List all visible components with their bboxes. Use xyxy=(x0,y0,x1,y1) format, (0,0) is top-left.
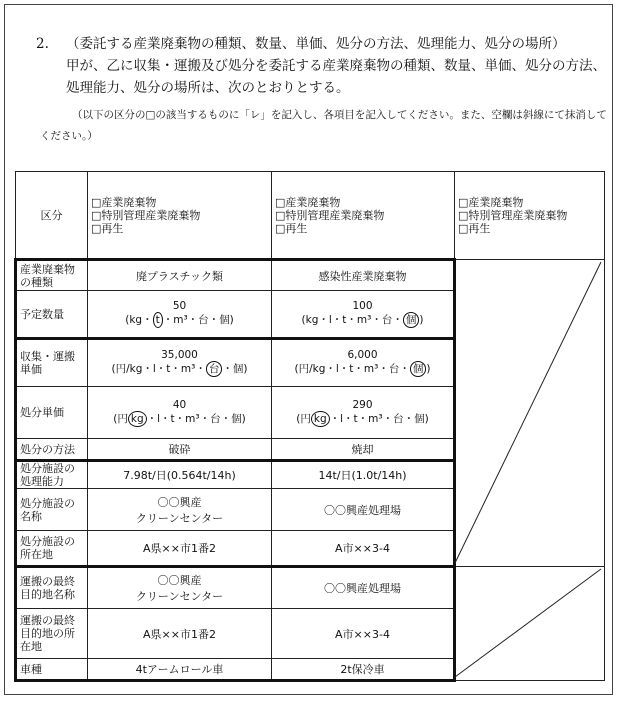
waste-table xyxy=(14,171,605,682)
col3-blank-upper xyxy=(455,260,605,567)
section-number: 2. xyxy=(36,36,49,52)
col2-disposal-price[interactable]: 290 (円 kg ・l・t・m³・台・個) xyxy=(272,387,455,439)
circle-mark: 個 xyxy=(410,361,427,377)
label-method: 処分の方法 xyxy=(16,439,88,461)
circle-mark: t xyxy=(153,312,163,328)
label-kind: 産業廃棄物の種類 xyxy=(16,260,88,291)
label-collection-price: 収集・運搬単価 xyxy=(16,339,88,387)
circle-mark: kg xyxy=(311,411,330,427)
col1-facility-name[interactable]: 〇〇興産 クリーンセンター xyxy=(88,489,272,531)
col1-disposal-price[interactable]: 40 (円 kg ・l・t・m³・台・個) xyxy=(88,387,272,439)
label-dest-location: 運搬の最終目的地の所在地 xyxy=(16,609,88,659)
circle-mark: kg xyxy=(128,411,147,427)
label-facility-location: 処分施設の所在地 xyxy=(16,531,88,567)
col2-method[interactable]: 焼却 xyxy=(272,439,455,461)
col1-dest-location[interactable]: A県××市1番2 xyxy=(88,609,272,659)
col2-quantity[interactable]: 100 (kg・l・t・m³・台・ 個 ) xyxy=(272,291,455,339)
circle-mark: 個 xyxy=(403,312,420,328)
col2-collection-price[interactable]: 6,000 (円/kg・l・t・m³・台・ 個 ) xyxy=(272,339,455,387)
col1-capacity[interactable]: 7.98t/日(0.564t/14h) xyxy=(88,461,272,489)
col2-capacity[interactable]: 14t/日(1.0t/14h) xyxy=(272,461,455,489)
col1-category[interactable]: □産業廃棄物 □特別管理産業廃棄物 □再生 xyxy=(88,172,272,260)
col1-dest-name[interactable]: 〇〇興産 クリーンセンター xyxy=(88,567,272,609)
table-header-row xyxy=(16,172,605,260)
col1-quantity[interactable]: 50 (kg・ t ・m³・台・個) xyxy=(88,291,272,339)
col1-kind[interactable]: 廃プラスチック類 xyxy=(88,260,272,291)
label-dest-name: 運搬の最終目的地名称 xyxy=(16,567,88,609)
col2-category[interactable]: □産業廃棄物 □特別管理産業廃棄物 □再生 xyxy=(272,172,455,260)
col3-category[interactable]: □産業廃棄物 □特別管理産業廃棄物 □再生 xyxy=(455,172,605,260)
col2-facility-name[interactable]: 〇〇興産処理場 xyxy=(272,489,455,531)
header-label: 区分 xyxy=(16,172,88,260)
col2-dest-name[interactable]: 〇〇興産処理場 xyxy=(272,567,455,609)
col1-method[interactable]: 破砕 xyxy=(88,439,272,461)
label-facility-name: 処分施設の名称 xyxy=(16,489,88,531)
col2-facility-location[interactable]: A市××3-4 xyxy=(272,531,455,567)
col1-collection-price[interactable]: 35,000 (円/kg・l・t・m³・ 台 ・個) xyxy=(88,339,272,387)
col3-blank-lower xyxy=(455,567,605,681)
row-kind xyxy=(16,260,605,291)
col2-kind[interactable]: 感染性産業廃棄物 xyxy=(272,260,455,291)
col1-facility-location[interactable]: A県××市1番2 xyxy=(88,531,272,567)
section-title: （委託する産業廃棄物の種類、数量、単価、処分の方法、処理能力、処分の場所） xyxy=(66,36,566,52)
section-note: （以下の区分の□の該当するものに「レ」を記入し、各項目を記入してください。また、空欄は斜線にて抹消してください。） xyxy=(40,109,607,142)
label-disposal-price: 処分単価 xyxy=(16,387,88,439)
label-vehicle: 車種 xyxy=(16,659,88,681)
col2-vehicle[interactable]: 2t保冷車 xyxy=(272,659,455,681)
label-quantity: 予定数量 xyxy=(16,291,88,339)
row-dest-name xyxy=(16,567,605,609)
label-capacity: 処分施設の処理能力 xyxy=(16,461,88,489)
col2-dest-location[interactable]: A市××3-4 xyxy=(272,609,455,659)
section-body: 甲が、乙に収集・運搬及び処分を委託する産業廃棄物の種類、数量、単価、処分の方法、処理能力、処分の場所は、次のとおりとする。 xyxy=(66,58,606,96)
col1-vehicle[interactable]: 4tアームロール車 xyxy=(88,659,272,681)
circle-mark: 台 xyxy=(206,361,223,377)
